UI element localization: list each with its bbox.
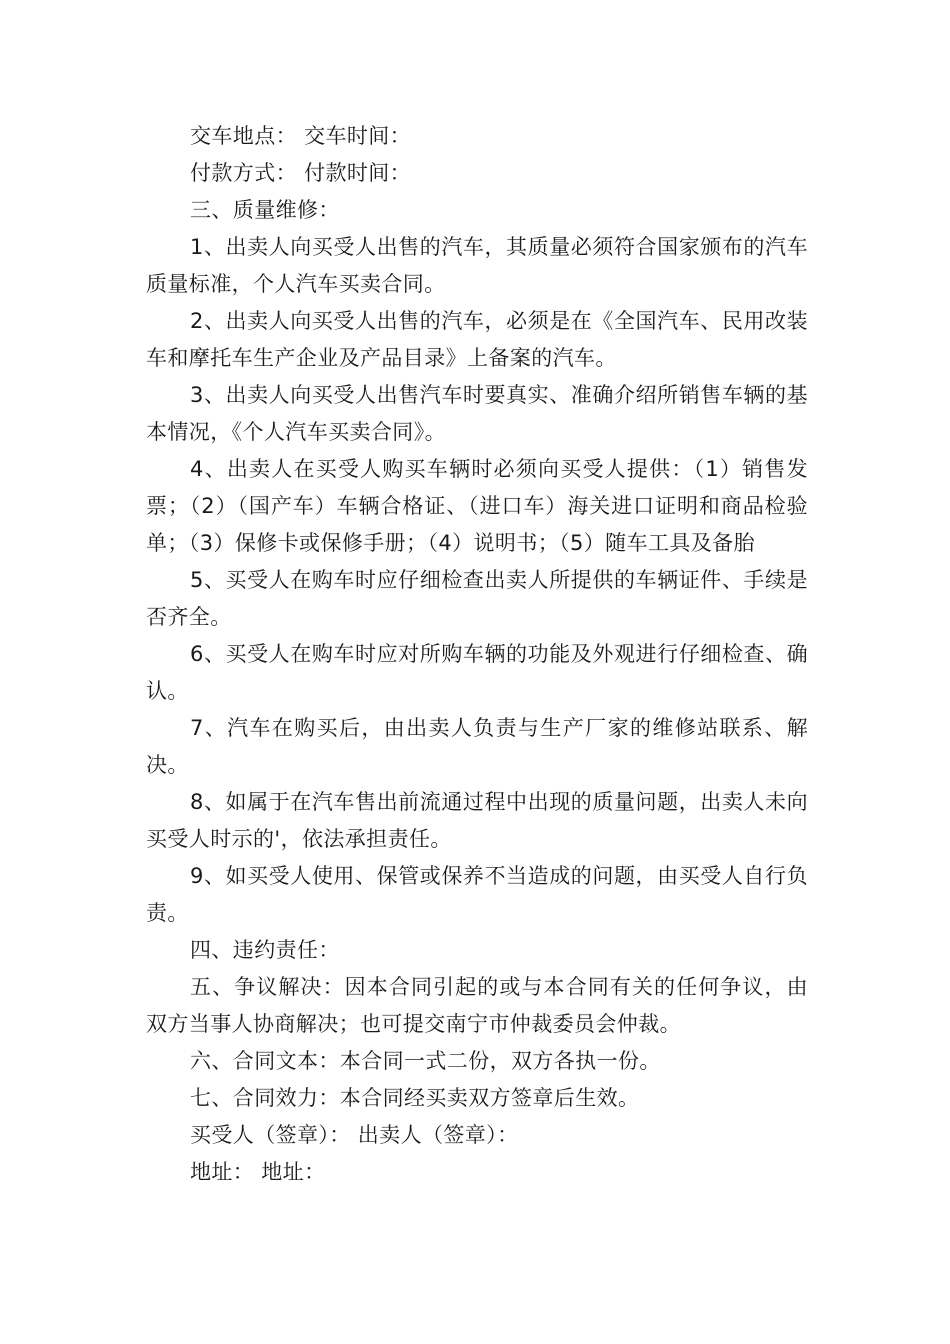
signature-line: 买受人（签章）： 出卖人（签章）： <box>190 1123 519 1147</box>
payment-line: 付款方式： 付款时间： <box>190 161 412 185</box>
document-body <box>146 118 808 1191</box>
section-dispute: 五、争议解决：因本合同引起的或与本合同有关的任何争议，由双方当事人协商解决；也可提交南宁市仲裁委员会仲裁。 <box>146 975 808 1036</box>
address-line: 地址： 地址： <box>190 1160 326 1184</box>
clause-2: 2、出卖人向买受人出售的汽车，必须是在《全国汽车、民用改装车和摩托车生产企业及产品目录》上备案的汽车。 <box>146 309 808 370</box>
delivery-line: 交车地点： 交车时间： <box>190 124 412 148</box>
clause-4: 4、出卖人在买受人购买车辆时必须向买受人提供：（1）销售发票；（2）（国产车）车辆合格证、（进口车）海关进口证明和商品检验单；（3）保修卡或保修手册；（4）说明书；（5）随车工具及备胎 <box>146 457 808 555</box>
clause-1: 1、出卖人向买受人出售的汽车，其质量必须符合国家颁布的汽车质量标准，个人汽车买卖合同。 <box>146 235 808 296</box>
section-copies: 六、合同文本：本合同一式二份，双方各执一份。 <box>190 1049 661 1073</box>
section-heading-liability: 四、违约责任： <box>190 938 340 962</box>
clause-8: 8、如属于在汽车售出前流通过程中出现的质量问题，出卖人未向买受人时示的'，依法承担责任。 <box>146 790 808 851</box>
clause-5: 5、买受人在购车时应仔细检查出卖人所提供的车辆证件、手续是否齐全。 <box>146 568 808 629</box>
clause-3: 3、出卖人向买受人出售汽车时要真实、准确介绍所销售车辆的基本情况，《个人汽车买卖合同》。 <box>146 383 808 444</box>
clause-7: 7、汽车在购买后，由出卖人负责与生产厂家的维修站联系、解决。 <box>146 716 808 777</box>
clause-6: 6、买受人在购车时应对所购车辆的功能及外观进行仔细检查、确认。 <box>146 642 808 703</box>
section-effect: 七、合同效力：本合同经买卖双方签章后生效。 <box>190 1086 640 1110</box>
section-heading-quality: 三、质量维修： <box>190 198 340 222</box>
clause-9: 9、如买受人使用、保管或保养不当造成的问题，由买受人自行负责。 <box>146 864 808 925</box>
